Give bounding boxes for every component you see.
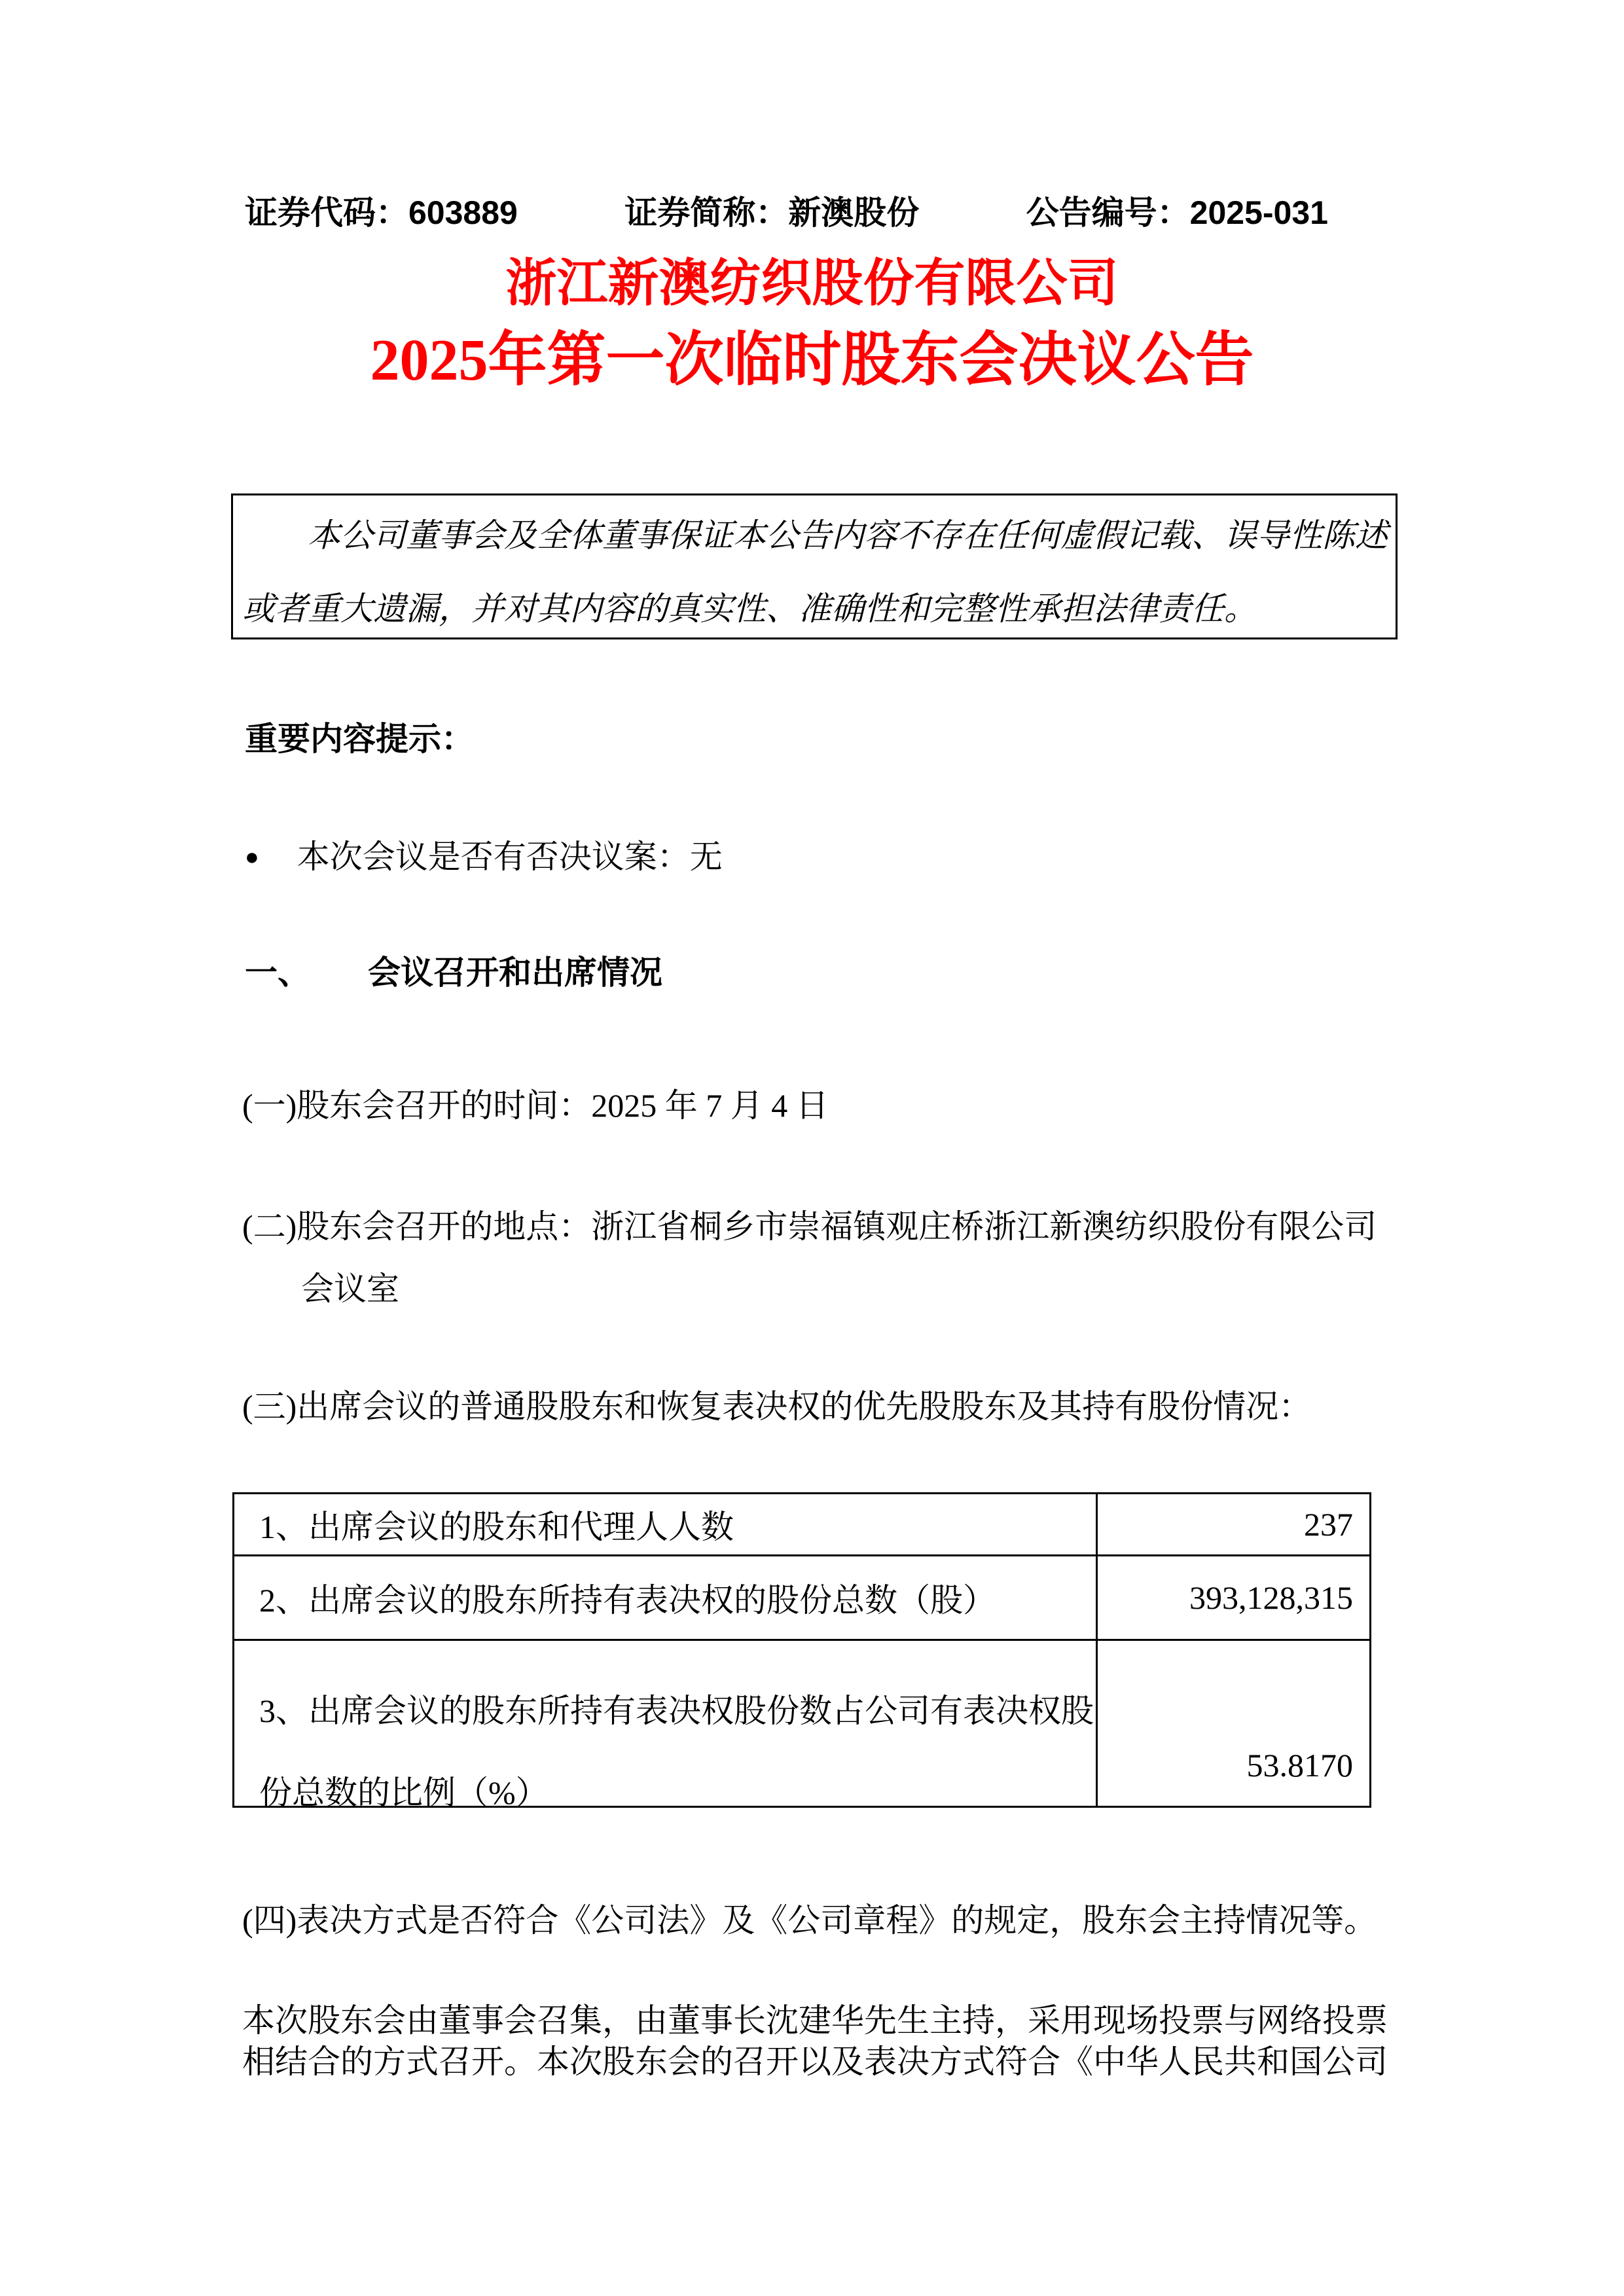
row-value [1098, 1556, 1369, 1639]
stock-code: 证券代码：603889 [245, 194, 518, 231]
important-notice-heading: 重要内容提示： [245, 721, 474, 757]
row-value-text: 393,128,315 [1189, 1579, 1353, 1616]
table-row [234, 1494, 1369, 1554]
row-label-line2: 份总数的比例（%） [259, 1774, 549, 1811]
row-label [234, 1556, 1098, 1639]
notice-bullet-item [245, 836, 723, 877]
disclaimer-box [231, 493, 1398, 639]
stock-short-name: 证券简称：新澳股份 [624, 194, 920, 231]
closing-paragraph-line1: 本次股东会由董事会召集，由董事长沈建华先生主持，采用现场投票与网络投票 [242, 2002, 1388, 2039]
row-label-text: 1、出席会议的股东和代理人人数 [259, 1509, 734, 1545]
row-label-text: 2、出席会议的股东所持有表决权的股份总数（股） [259, 1582, 996, 1619]
row-label [234, 1641, 1098, 1811]
closing-paragraph-line2: 相结合的方式召开。本次股东会的召开以及表决方式符合《中华人民共和国公司 [242, 2043, 1388, 2080]
table-row [234, 1554, 1369, 1639]
disclaimer-line-2: 或者重大遗漏，并对其内容的真实性、准确性和完整性承担法律责任。 [242, 590, 1257, 627]
notice-bullet-text: 本次会议是否有否决议案：无 [297, 838, 723, 875]
meeting-place-item-line1: (二)股东会召开的地点：浙江省桐乡市崇福镇观庄桥浙江新澳纺织股份有限公司 [242, 1208, 1377, 1245]
row-value [1098, 1494, 1369, 1554]
row-label-line1: 3、出席会议的股东所持有表决权股份数占公司有表决权股 [259, 1693, 1094, 1729]
attendance-intro-item: (三)出席会议的普通股股东和恢复表决权的优先股股东及其持有股份情况： [242, 1388, 1312, 1425]
announcement-number: 公告编号：2025-031 [1026, 194, 1328, 231]
bullet-icon: ● [245, 844, 259, 870]
meeting-place-item-line2: 会议室 [301, 1270, 399, 1307]
company-title: 浙江新澳纺织股份有限公司 [505, 255, 1119, 312]
section-one-number: 一、 [245, 954, 310, 991]
row-value-text: 53.8170 [1246, 1747, 1353, 1784]
document-header-row [245, 193, 1328, 232]
row-value-text: 237 [1304, 1506, 1353, 1543]
voting-method-item: (四)表决方式是否符合《公司法》及《公司章程》的规定，股东会主持情况等。 [242, 1902, 1377, 1939]
row-label [234, 1494, 1098, 1554]
disclaimer-line-1: 本公司董事会及全体董事保证本公告内容不存在任何虚假记载、误导性陈述 [308, 517, 1388, 554]
row-value [1098, 1641, 1369, 1806]
section-one-title: 会议召开和出席情况 [368, 954, 662, 991]
meeting-time-item: (一)股东会召开的时间：2025 年 7 月 4 日 [242, 1087, 829, 1124]
meeting-resolution-title: 2025年第一次临时股东会决议公告 [370, 328, 1254, 393]
section-one-heading [245, 952, 662, 993]
attendance-stats-table [232, 1492, 1371, 1811]
table-row [234, 1639, 1369, 1811]
